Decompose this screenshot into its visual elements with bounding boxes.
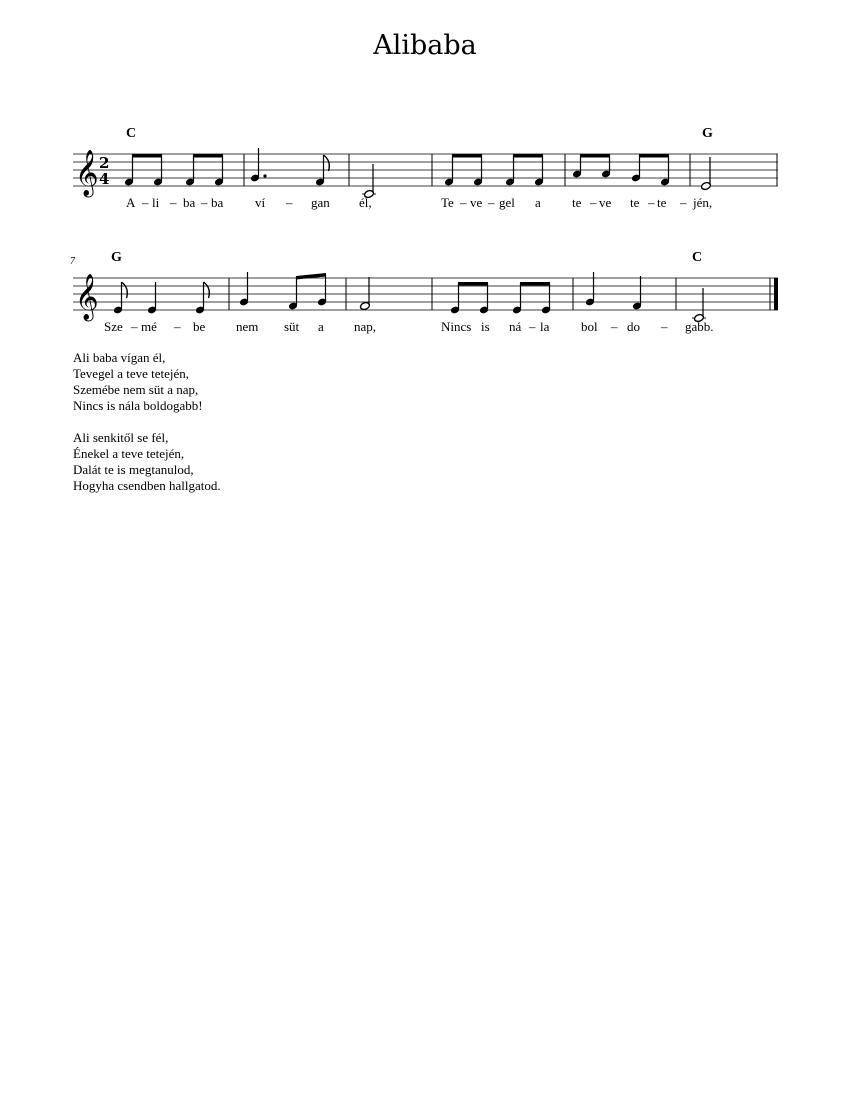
measure-12 <box>692 288 706 323</box>
lyric-syllable: jén, <box>693 195 713 210</box>
lyric-syllable: ná <box>509 319 522 334</box>
lyric-syllable: be <box>193 319 206 334</box>
measure-3 <box>362 164 376 199</box>
lyric-hyphen: – <box>286 195 293 210</box>
lyric-syllable: nap, <box>354 319 377 334</box>
lyric-syllable: bol <box>581 319 598 334</box>
chord-symbol: C <box>126 126 137 141</box>
verse-line: Nincs is nála boldogabb! <box>73 398 203 413</box>
lyric-hyphen: – <box>488 195 495 210</box>
lyric-hyphen: – <box>680 195 687 210</box>
stanza-1 <box>73 350 221 414</box>
lyric-syllable: la <box>540 319 550 334</box>
time-signature-bottom: 4 <box>99 170 110 188</box>
lyric-syllable: süt <box>284 319 300 334</box>
verse-line: Szemébe nem süt a nap, <box>73 382 199 397</box>
lyric-syllable: li <box>152 195 160 210</box>
chord-symbol: G <box>702 126 713 141</box>
lyric-hyphen: – <box>201 195 208 210</box>
lyric-hyphen: – <box>142 195 149 210</box>
staff-lines <box>73 154 778 186</box>
lyric-syllable: Nincs <box>441 319 472 334</box>
lyric-syllable: a <box>535 195 541 210</box>
verse-line: Tevegel a teve tetején, <box>73 366 190 381</box>
verse-line: Dalát te is megtanulod, <box>73 462 194 477</box>
sheet-music <box>0 0 850 345</box>
lyrics-line-1 <box>126 195 712 210</box>
lyric-syllable: ba <box>211 195 224 210</box>
lyric-hyphen: – <box>174 319 181 334</box>
lyrics-line-2 <box>104 319 714 334</box>
lyric-syllable: ví <box>255 195 266 210</box>
lyric-hyphen: – <box>170 195 177 210</box>
verse-line: Ali senkitől se fél, <box>73 430 169 445</box>
lyric-syllable: gan <box>311 195 330 210</box>
time-signature-top: 2 <box>99 154 110 172</box>
treble-clef-icon: 𝄞 <box>75 274 99 320</box>
verse-line: Ali baba vígan él, <box>73 350 166 365</box>
lyric-syllable: te <box>657 195 667 210</box>
additional-verses <box>73 350 221 510</box>
lyric-syllable: a <box>318 319 324 334</box>
lyric-hyphen: – <box>590 195 597 210</box>
lyric-syllable: A <box>126 195 136 210</box>
treble-clef-icon: 𝄞 <box>75 150 99 196</box>
lyric-syllable: ba <box>183 195 196 210</box>
measure-number: 7 <box>70 256 75 267</box>
measure-7 <box>113 282 209 314</box>
chord-symbol: G <box>111 250 122 265</box>
lyric-syllable: Te <box>441 195 454 210</box>
lyric-syllable: te <box>572 195 582 210</box>
chord-symbol: C <box>692 250 703 265</box>
lyric-syllable: mé <box>141 319 157 334</box>
lyric-syllable: gabb. <box>685 319 714 334</box>
lyric-syllable: ve <box>470 195 483 210</box>
lyric-syllable: is <box>481 319 490 334</box>
lyric-hyphen: – <box>529 319 536 334</box>
dot <box>263 174 266 177</box>
lyric-hyphen: – <box>131 319 138 334</box>
lyric-syllable: gel <box>499 195 515 210</box>
staff-lines <box>73 278 778 310</box>
lyric-hyphen: – <box>661 319 668 334</box>
staff-system-2 <box>70 250 778 334</box>
lyric-syllable: ve <box>599 195 612 210</box>
lyric-hyphen: – <box>611 319 618 334</box>
verse-line: Énekel a teve tetején, <box>73 446 185 461</box>
verse-line: Hogyha csendben hallgatod. <box>73 478 221 493</box>
lyric-syllable: él, <box>359 195 372 210</box>
stanza-2 <box>73 430 221 494</box>
staff-system-1 <box>73 126 778 210</box>
lyric-hyphen: – <box>460 195 467 210</box>
lyric-hyphen: – <box>648 195 655 210</box>
lyric-syllable: do <box>627 319 640 334</box>
song-title: Alibaba <box>373 30 477 61</box>
lyric-syllable: Sze <box>104 319 123 334</box>
lyric-syllable: nem <box>236 319 259 334</box>
lyric-syllable: te <box>630 195 640 210</box>
measure-10 <box>450 282 551 314</box>
